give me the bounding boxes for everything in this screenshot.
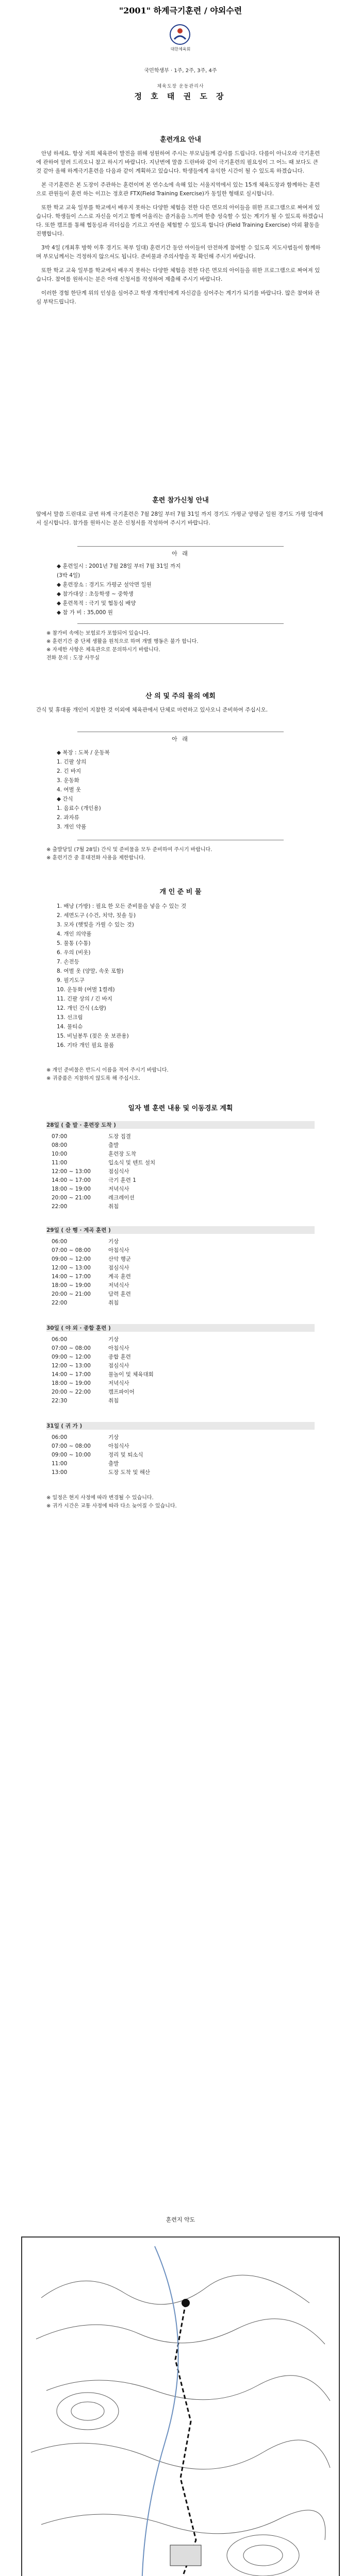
prep-notes: [46, 846, 315, 862]
notice-notes: [46, 630, 315, 663]
note-line: ※ 훈련기간 중 휴대전화 사용을 제한합니다.: [46, 855, 145, 861]
schedule-row: 20:00 ~ 21:00 담력 훈련: [52, 1291, 131, 1297]
note-line: ※ 개인 준비물은 반드시 이름을 적어 주시기 바랍니다.: [46, 1067, 169, 1073]
schedule-row: 22:00 취침: [52, 1204, 119, 1210]
schedule-row: 12:00 ~ 13:00 점심식사: [52, 1363, 129, 1369]
note-line: ※ 자세한 사항은 체육관으로 문의하시기 바랍니다.: [46, 647, 160, 653]
list-item: 1. 음료수 (개인용): [57, 805, 101, 811]
note-line: 전화 문의 : 도장 사무실: [46, 655, 100, 661]
note-line: ※ 참가비 속에는 보험료가 포함되어 있습니다.: [46, 631, 151, 636]
checklist-items: [57, 902, 315, 1050]
schedule-row: 08:00 출발: [52, 1142, 119, 1148]
schedule-day-head: 28일 ( 출 발 · 훈련장 도착 ): [46, 1121, 315, 1129]
intro-title: 훈련개요 안내: [160, 136, 201, 144]
route-map: [21, 2236, 340, 2576]
list-item: 2. 긴 바지: [57, 768, 81, 774]
schedule-row: 07:00 ~ 08:00 아침식사: [52, 1345, 129, 1351]
list-item: 11. 긴팔 상의 / 긴 바지: [57, 996, 112, 1002]
schedule-row: 12:00 ~ 13:00 점심식사: [52, 1265, 129, 1271]
list-item: 10. 운동화 (여벌 1켤레): [57, 987, 115, 993]
schedule-row: 18:00 ~ 19:00 저녁식사: [52, 1282, 129, 1289]
schedule-row: 14:00 ~ 17:00 극기 훈련 1: [52, 1177, 136, 1183]
note-line: ※ 출발당일 (7월 28일) 간식 및 준비물을 모두 준비하여 주시기 바랍니다.: [46, 847, 212, 853]
list-item: 15. 비닐봉투 (젖은 옷 보관용): [57, 1033, 129, 1039]
list-item: 4. 여벌 옷: [57, 787, 81, 793]
list-item: 13. 선크림: [57, 1014, 83, 1021]
list-item: 16. 기타 개인 필요 물품: [57, 1042, 114, 1048]
list-item: 2. 세면도구 (수건, 치약, 칫솔 등): [57, 912, 136, 919]
list-item: 8. 여벌 옷 (양말, 속옷 포함): [57, 968, 124, 974]
list-item: (3박 4일): [57, 572, 80, 579]
schedule-notes: [46, 1494, 315, 1511]
note-line: ※ 일정은 현지 사정에 따라 변경될 수 있습니다.: [46, 1495, 154, 1501]
schedule-row: 06:00 기상: [52, 1434, 119, 1440]
intro-body: [36, 149, 325, 312]
intro-paragraph: 안녕 하세요. 항상 저희 체육관이 발전을 위해 성원하여 주시는 부모님들께 감사를 드립니다. 다름이 아니오라 극기훈련에 관하여 알려 드리오니 참고 하시기 바랍니다. 지난번에 말씀 드린바와 같이 극기훈련의 필요성이 그 어느 때 보다도 큰 것 같아 올해 하계극기훈련을 다음과 같이 계획하고 있습니다. 학생들에게 유익한 시간이 될 수 있도록 하겠습니다.: [36, 150, 320, 174]
list-item: ◆ 참 가 비 : 35,000 원: [57, 609, 113, 616]
list-item: 2. 과자류: [57, 815, 79, 821]
schedule-row: 07:00 ~ 08:00 아침식사: [52, 1247, 129, 1253]
org-small-title: 체육도장 운동관리사: [157, 84, 204, 89]
divider: [77, 623, 284, 624]
notice-title: 훈련 참가신청 안내: [152, 497, 209, 504]
schedule-row: 11:00 출발: [52, 1461, 119, 1467]
logo-caption: 대한체육회: [170, 47, 191, 52]
divider: [77, 546, 284, 547]
list-item: ◆ 훈련일시 : 2001년 7월 28일 부터 7월 31일 까지: [57, 563, 181, 569]
notice-body: 앞에서 말씀 드린대로 금번 하계 극기훈련은 7월 28일 부터 7월 31일 까지 경기도 가평군 양평군 일원 경기도 가평 일대에서 실시합니다. 참가를 원하시는 분은 신청서를 작성하여 주시기 바랍니다.: [36, 511, 323, 526]
note-line: ※ 훈련기간 중 단체 생활을 원칙으로 하며 개별 행동은 불가 합니다.: [46, 639, 199, 645]
list-item: 12. 개인 간식 (소량): [57, 1005, 106, 1011]
schedule-row: 18:00 ~ 19:00 저녁식사: [52, 1380, 129, 1386]
notice-box-title: 아 래: [172, 550, 189, 557]
note-line: ※ 귀가 시간은 교통 사정에 따라 다소 늦어질 수 있습니다.: [46, 1503, 177, 1509]
list-item: 3. 운동화: [57, 777, 79, 784]
prep-title: 산 의 및 주의 물의 예회: [145, 692, 216, 700]
list-item: 14. 물티슈: [57, 1024, 83, 1030]
list-item: 3. 모자 (햇빛을 가릴 수 있는 것): [57, 922, 134, 928]
list-item: 1. 긴팔 상의: [57, 759, 87, 765]
prep-body: 간식 및 휴대품 개인이 지참한 것 이외에 체육관에서 단체로 마련하고 있사오니 준비하여 주십시오.: [36, 707, 268, 713]
schedule-row: 20:00 ~ 22:00 캠프파이어: [52, 1389, 135, 1395]
schedule-row: 14:00 ~ 17:00 계곡 훈련: [52, 1274, 131, 1280]
checklist-title: 개 인 준 비 물: [159, 888, 202, 896]
schedule-row: 22:00 취침: [52, 1300, 119, 1306]
list-item: 4. 개인 의약품: [57, 931, 92, 937]
list-item: ◆ 간식: [57, 796, 73, 802]
intro-paragraph: 또한 학교 교육 일부를 학교에서 배우지 못하는 다양한 체험을 전한 다른 면모의 아이들을 위한 프로그램으로 짜여져 있습니다. 참여를 원하시는 분은 아래 신청서를 작성하여 제출해 주시기 바랍니다.: [36, 267, 320, 282]
intro-paragraph: 이러한 경험 한단계 위의 인성을 심어주고 학생 개개인에게 자신감을 심어주는 계기가 되기를 바랍니다. 많은 참여와 관심 부탁드립니다.: [36, 290, 320, 305]
checklist-notes: [46, 1066, 315, 1083]
schedule-row: 18:00 ~ 19:00 저녁식사: [52, 1186, 129, 1192]
federation-logo-icon: [169, 24, 191, 45]
schedule-row: 22:30 취침: [52, 1398, 119, 1404]
list-item: ◆ 훈련목적 : 극기 및 협동심 배양: [57, 600, 136, 606]
schedule-row: 12:00 ~ 13:00 점심식사: [52, 1168, 129, 1175]
schedule-day-head: 29일 ( 산 행 · 계곡 훈련 ): [46, 1226, 315, 1234]
schedule-row: 11:00 입소식 및 텐트 설치: [52, 1160, 156, 1166]
map-caption: 훈련지 약도: [166, 2216, 195, 2223]
list-item: ◆ 복장 : 도복 / 운동복: [57, 750, 110, 756]
schedule-row: 13:00 도장 도착 및 해산: [52, 1469, 151, 1476]
org-name: 정 호 태 권 도 장: [134, 92, 227, 101]
schedule-row: 09:00 ~ 12:00 종합 훈련: [52, 1354, 131, 1360]
list-item: 3. 개인 약품: [57, 824, 87, 830]
note-line: ※ 귀중품은 지참하지 않도록 해 주십시오.: [46, 1076, 141, 1081]
list-item: 5. 물통 (수통): [57, 940, 91, 946]
list-item: 1. 배낭 (가방) : 필요 한 모든 준비물을 넣을 수 있는 것: [57, 903, 187, 909]
schedule-row: 09:00 ~ 12:00 산악 행군: [52, 1256, 131, 1262]
schedule-row: 10:00 훈련장 도착: [52, 1151, 137, 1157]
meta-line: 국민학생부 · 1주, 2주, 3주, 4주: [144, 68, 217, 74]
schedule-day-head: 31일 ( 귀 가 ): [46, 1422, 315, 1430]
intro-paragraph: 또한 학교 교육 일부를 학교에서 배우지 못하는 다양한 체험을 전한 다른 면모의 아이들을 위한 프로그램으로 짜여져 있습니다. 학생들이 스스로 자신을 이기고 함께 어울리는 즐거움을 느끼며 한층 성숙할 수 있는 계기가 될 수 있도록 하겠습니다. 또한 캠프를 통해 협동심과 리더십을 기르고 자연을 체험할 수 있도록 합니다 (Field Training Exercise) 야외 활동을 진행합니다.: [36, 205, 324, 237]
notice-items: [57, 562, 315, 617]
prep-groups: [57, 748, 315, 832]
list-item: ◆ 참가대상 : 초등학생 ~ 중학생: [57, 591, 134, 597]
schedule-row: 06:00 기상: [52, 1336, 119, 1343]
prep-box-title: 아 래: [172, 736, 189, 742]
schedule-row: 14:00 ~ 17:00 물놀이 및 체육대회: [52, 1371, 154, 1378]
intro-paragraph: 본 극기훈련은 본 도장이 주관하는 훈련이며 본 연수소에 속해 있는 서울지역에서 있는 15개 체육도장과 함께하는 훈련으로 관원들이 훈련 하는 이끄는 정호관 FTX(Field Training Exercise)가 동일한 형태로 실시합니다.: [36, 182, 320, 197]
schedule-row: 09:00 ~ 10:00 정리 및 퇴소식: [52, 1452, 143, 1458]
intro-paragraph: 3박 4일 (개최후 방학 이후 경기도 북부 일대) 훈련기간 동안 아이들이 안전하게 참여할 수 있도록 지도사범들이 함께하며 부모님께서는 걱정하지 않으셔도 됩니다. 준비물과 주의사항을 꼭 확인해 주시기 바랍니다.: [36, 245, 321, 260]
schedule-row: 20:00 ~ 21:00 레크레이션: [52, 1195, 135, 1201]
schedule-title: 일자 별 훈련 내용 및 이동경로 계획: [128, 1105, 233, 1112]
schedule-row: 07:00 ~ 08:00 아침식사: [52, 1443, 129, 1449]
list-item: 6. 우의 (비옷): [57, 950, 91, 956]
schedule-day-head: 30일 ( 야 외 · 종합 훈련 ): [46, 1324, 315, 1332]
list-item: 7. 손전등: [57, 959, 79, 965]
list-item: ◆ 훈련장소 : 경기도 가평군 설악면 일원: [57, 582, 152, 588]
list-item: 9. 필기도구: [57, 977, 85, 984]
page-title: "2001" 하계극기훈련 / 야외수련: [119, 6, 242, 15]
schedule-row: 06:00 기상: [52, 1239, 119, 1245]
schedule-row: 07:00 도장 집결: [52, 1133, 131, 1140]
